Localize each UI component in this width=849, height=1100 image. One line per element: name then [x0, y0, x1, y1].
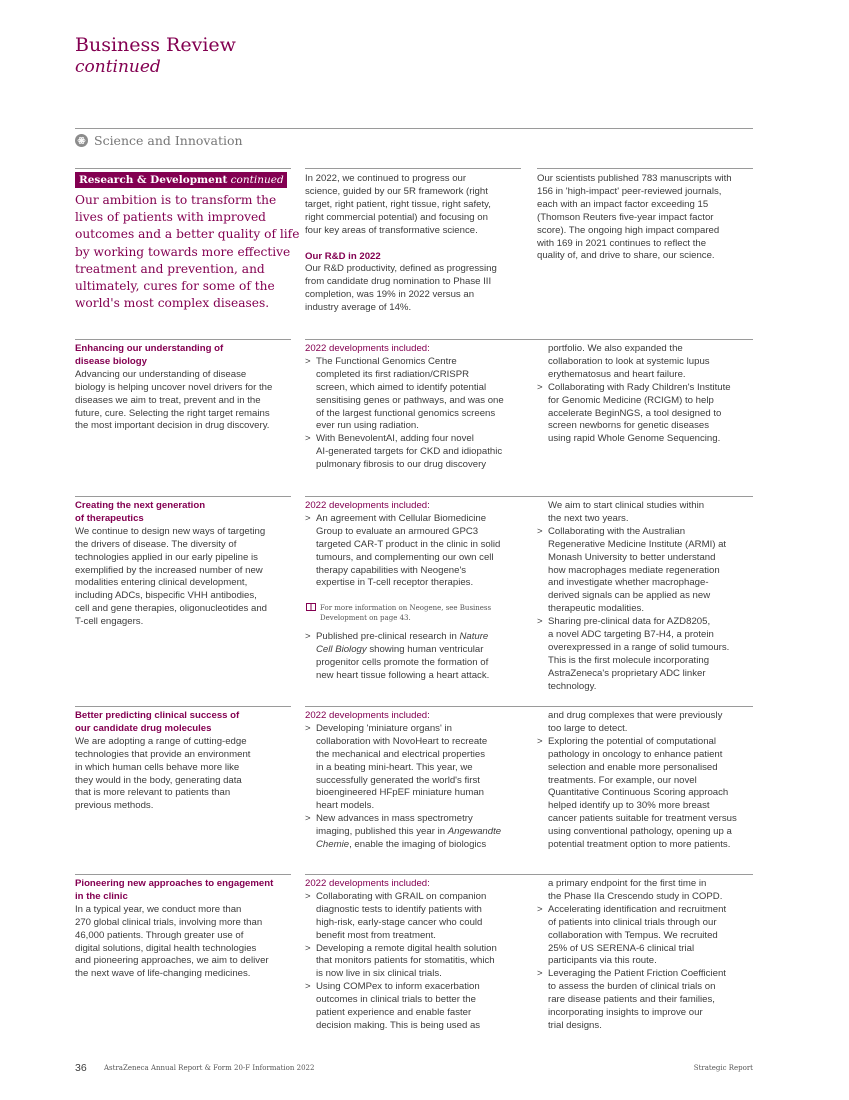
text-line: right commercial potential) and focusing on	[305, 211, 488, 223]
list-item: > An agreement with Cellular Biomedicine Group to evaluate an armoured GPC3 targeted CAR-T product in the clinic in solid tumours, and complementing our own cell therapy capabilities with Neogene's expertise in T-cell receptor therapies.	[305, 513, 500, 590]
s1-right	[537, 343, 731, 446]
developments-heading: 2022 developments included:	[305, 878, 430, 889]
text-line: quality of, and drive to share, our science.	[537, 250, 715, 262]
text-line: 270 global clinical trials, involving more than	[75, 916, 263, 928]
developments-heading: 2022 developments included:	[305, 343, 430, 354]
list-item: > Developing a remote digital health solution that monitors patients for stomatitis, which is now live in six clinical trials.	[305, 943, 497, 982]
list-item: > Collaborating with the Australian Regenerative Medicine Institute (ARMI) at Monash University to better understand how macrophages mediate regeneration and investigate whether macrophage- derived signals can be applied as new therapeutic modalities.	[537, 526, 729, 616]
text-line: completion, was 19% in 2022 versus an	[305, 289, 475, 301]
s1-mid	[305, 343, 504, 472]
intro-tag-bold: Research & Development	[79, 174, 228, 186]
list-item-continued: and drug complexes that were previously too large to detect.	[548, 710, 723, 734]
text-line: (Thomson Reuters five-year impact factor	[537, 211, 714, 223]
cross-reference[interactable]: For more information on Neogene, see Business Development on page 43.	[320, 604, 492, 622]
column-rule	[75, 706, 291, 707]
rd-heading: Our R&D in 2022	[305, 250, 381, 262]
list-item: > New advances in mass spectrometry imaging, published this year in Angewandte Chemie, enable the imaging of biologics	[305, 813, 501, 852]
text-line: by working towards more effective	[75, 244, 291, 259]
text-line: lives of patients with improved	[75, 210, 266, 225]
text-line: biology is helping uncover novel drivers for the	[75, 381, 273, 393]
text-line: In 2022, we continued to progress our	[305, 173, 467, 184]
list-item: > Using COMPex to inform exacerbation outcomes in clinical trials to better the patient experience and enable faster decision making. This is being used as	[305, 981, 497, 1033]
page-number: 36	[75, 1062, 87, 1074]
page-subtitle: continued	[75, 57, 161, 77]
text-line: modalities entering clinical development,	[75, 577, 248, 589]
s4-mid	[305, 878, 497, 1033]
text-line: including ADCs, bispecific VHH antibodies,	[75, 590, 257, 602]
list-item: > Accelerating identification and recruitment of patients into clinical trials through our collaboration with Tempus. We recruited 25% of US SERENA-6 clinical trial participants via this route.	[537, 904, 726, 969]
s4-title: in the clinic	[75, 890, 128, 902]
list-item: > Collaborating with Rady Children's Institute for Genomic Medicine (RCIGM) to help accelerate BeginNGS, a tool designed to screen newborns for genetic diseases using rapid Whole Genome Sequencing.	[537, 382, 731, 447]
text-line: Advancing our understanding of disease	[75, 368, 247, 380]
text-line: Our scientists published 783 manuscripts with	[537, 173, 732, 184]
text-line: 46,000 patients. Through greater use of	[75, 929, 244, 941]
s4-title: Pioneering new approaches to engagement	[75, 878, 274, 889]
column-rule	[305, 706, 753, 707]
text-line: 156 in 'high-impact' peer-reviewed journals,	[537, 185, 722, 197]
text-line: from candidate drug nomination to Phase III	[305, 276, 492, 288]
text-line: the most important decision in drug discovery.	[75, 420, 270, 432]
text-line: In a typical year, we conduct more than	[75, 903, 242, 915]
text-line: digital solutions, digital health technologies	[75, 942, 257, 954]
section-label: Science and Innovation	[94, 132, 243, 148]
text-line: exemplified by the increased number of new	[75, 564, 263, 576]
list-item: > Developing 'miniature organs' in collaboration with NovoHeart to recreate the mechanical and electrical properties in a beating mini-heart. This year, we successfully generated the world's first bioengineered HFpEF miniature human heart models.	[305, 723, 501, 813]
book-icon	[306, 603, 316, 611]
s3-title: our candidate drug molecules	[75, 722, 212, 734]
intro-col3	[537, 173, 732, 263]
list-item-continued: portfolio. We also expanded the collaboration to look at systemic lupus erythematosus and heart failure.	[548, 343, 710, 380]
text-line: each with an impact factor exceeding 15	[537, 198, 709, 210]
s1-left	[75, 343, 272, 433]
text-line: the next wave of life-changing medicines.	[75, 968, 251, 980]
s3-right	[537, 710, 737, 852]
text-line: Our R&D productivity, defined as progressing	[305, 263, 497, 275]
text-line: Our ambition is to transform the	[75, 193, 277, 207]
text-line: We continue to design new ways of targeting	[75, 525, 266, 537]
column-rule	[305, 496, 753, 497]
report-section: Strategic Report	[693, 1064, 753, 1072]
s3-title: Better predicting clinical success of	[75, 710, 240, 721]
s2-title: Creating the next generation	[75, 500, 206, 511]
text-line: future, cure. Selecting the right target remains	[75, 407, 270, 419]
s2-mid-lower	[305, 631, 489, 683]
developments-heading: 2022 developments included:	[305, 500, 430, 511]
text-line: world's most complex diseases.	[75, 296, 270, 311]
column-rule	[75, 496, 291, 497]
column-rule	[75, 168, 291, 169]
s2-left	[75, 500, 267, 629]
text-line: and pioneering approaches, we aim to deliver	[75, 955, 269, 967]
section-header	[75, 131, 243, 149]
list-item-continued: We aim to start clinical studies within the next two years.	[548, 500, 705, 524]
s2-title: of therapeutics	[75, 512, 144, 524]
s2-right	[537, 500, 729, 694]
intro-tag	[75, 172, 287, 188]
s2-mid	[305, 500, 500, 590]
column-rule	[75, 874, 291, 875]
text-line: technologies that provide an environment	[75, 748, 251, 760]
page-title: Business Review	[75, 34, 236, 56]
column-rule	[75, 339, 291, 340]
text-line: the drivers of disease. The diversity of	[75, 538, 237, 550]
text-line: diseases we aim to treat, prevent and in the	[75, 394, 261, 406]
report-title: AstraZeneca Annual Report & Form 20-F Information 2022	[104, 1064, 315, 1072]
text-line: they would in the body, generating data	[75, 774, 242, 786]
intro-lead	[75, 192, 300, 312]
text-line: treatment and prevention, and	[75, 261, 265, 276]
text-line: that is more relevant to patients than	[75, 787, 231, 799]
text-line: ultimately, cures for some of the	[75, 279, 275, 294]
text-line: technologies applied in our early pipeline is	[75, 551, 258, 563]
atom-icon	[75, 134, 88, 147]
column-rule	[305, 168, 521, 169]
s4-left	[75, 878, 273, 981]
text-line: in which human cells behave more like	[75, 761, 240, 773]
text-line: T-cell engagers.	[75, 616, 144, 628]
list-item: > Exploring the potential of computational pathology in oncology to enhance patient selection and enable more personalised treatments. For example, our novel Quantitative Continuous Scoring approach helped identify up to 30% more breast cancer patients suitable for treatment versus using conventional pathology, opening up a potential treatment option to more patients.	[537, 736, 737, 852]
text-line: target, right patient, right tissue, right safety,	[305, 198, 491, 210]
list-item: > Published pre-clinical research in Nature Cell Biology showing human ventricular progenitor cells promote the formation of new heart tissue following a heart attack.	[305, 631, 489, 683]
list-item: > With BenevolentAI, adding four novel AI-generated targets for CKD and idiopathic pulmonary fibrosis to our drug discovery	[305, 433, 504, 472]
s1-title: disease biology	[75, 355, 147, 367]
text-line: cell and gene therapies, oligonucleotides and	[75, 603, 268, 615]
text-line: outcomes and a better quality of life	[75, 227, 300, 242]
intro-col2	[305, 173, 497, 315]
s4-right	[537, 878, 726, 1033]
text-line: industry average of 14%.	[305, 302, 412, 314]
list-item: > Collaborating with GRAIL on companion diagnostic tests to identify patients with high-risk, early-stage cancer who could benefit most from treatment.	[305, 891, 497, 943]
text-line: We are adopting a range of cutting-edge	[75, 735, 247, 747]
text-line: score). The ongoing high impact compared	[537, 224, 720, 236]
s3-mid	[305, 710, 501, 852]
text-line: science, guided by our 5R framework (right	[305, 185, 488, 197]
section-divider	[75, 128, 753, 129]
text-line: with 169 in 2021 continues to reflect the	[537, 237, 707, 249]
text-line: previous methods.	[75, 800, 154, 812]
intro-tag-italic: continued	[230, 174, 284, 186]
column-rule	[537, 168, 753, 169]
s3-left	[75, 710, 250, 813]
s1-title: Enhancing our understanding of	[75, 343, 224, 354]
column-rule	[305, 874, 753, 875]
column-rule	[305, 339, 753, 340]
list-item-continued: a primary endpoint for the first time in the Phase IIa Crescendo study in COPD.	[548, 878, 723, 902]
list-item: > Sharing pre-clinical data for AZD8205, a novel ADC targeting B7-H4, a protein overexpressed in a range of solid tumours. This is the first molecule incorporating AstraZeneca's proprietary ADC linker technology.	[537, 616, 729, 693]
list-item: > The Functional Genomics Centre completed its first radiation/CRISPR screen, which aimed to identify potential sensitising genes or pathways, and was one of the largest functional genomics screens ever run using radiation.	[305, 356, 504, 433]
list-item: > Leveraging the Patient Friction Coefficient to assess the burden of clinical trials on rare disease patients and their families, incorporating insights to improve our trial designs.	[537, 968, 726, 1033]
text-line: four key areas of transformative science.	[305, 224, 478, 236]
developments-heading: 2022 developments included:	[305, 710, 430, 721]
